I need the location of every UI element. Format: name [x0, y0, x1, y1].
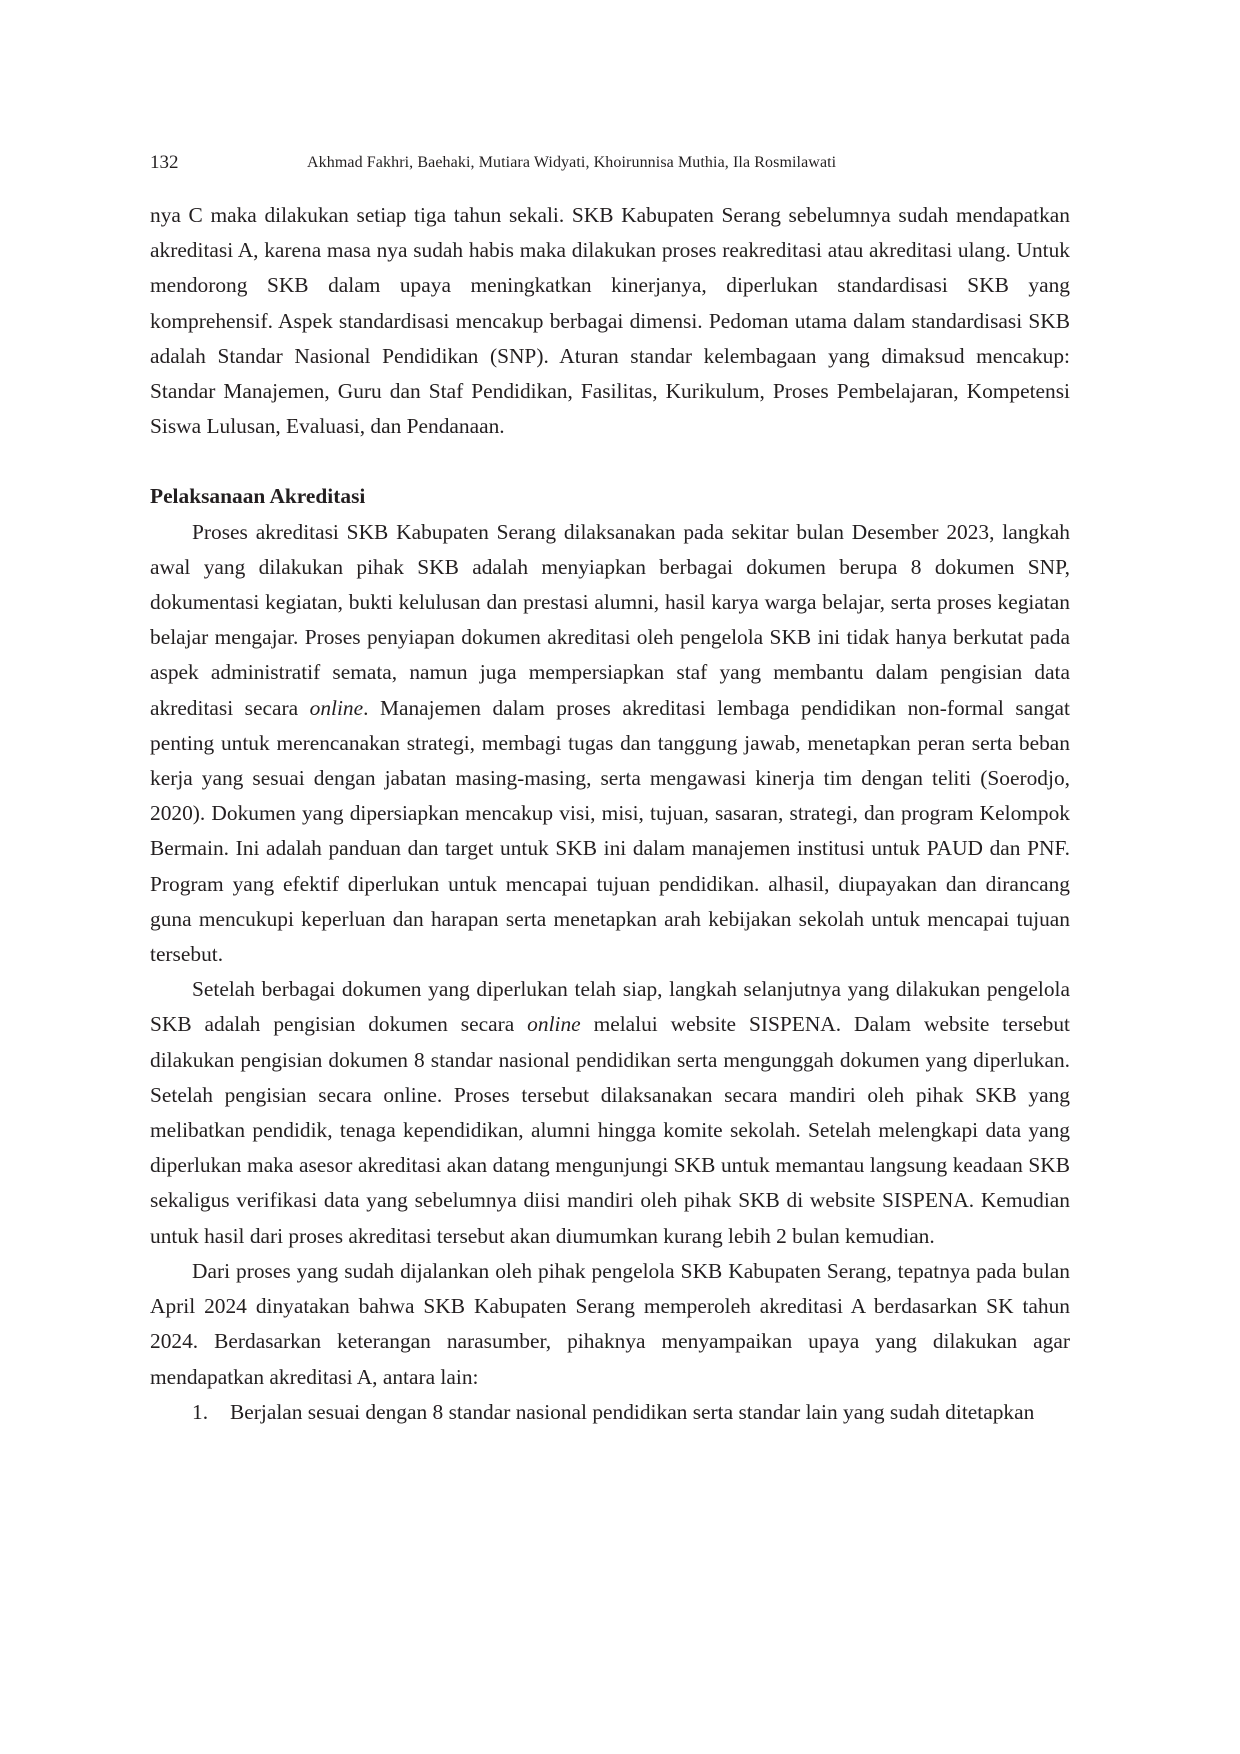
page-body	[150, 198, 1070, 1430]
list-item-text: Berjalan sesuai dengan 8 standar nasional pendidikan serta standar lain yang sudah ditetapkan	[230, 1399, 1035, 1424]
list-item	[150, 1395, 1070, 1430]
numbered-list	[150, 1395, 1070, 1430]
paragraph-2-italic: online	[527, 1012, 581, 1037]
page-number: 132	[150, 152, 179, 173]
paragraph-2	[150, 972, 1070, 1254]
paragraph-2-part-2: melalui website SISPENA. Dalam website tersebut dilakukan pengisian dokumen 8 standar nasional pendidikan serta mengunggah dokumen yang diperlukan. Setelah pengisian secara online. Proses tersebut dilaksanakan secara mandiri oleh pihak SKB yang melibatkan pendidik, tenaga kependidikan, alumni hingga komite sekolah. Setelah melengkapi data yang diperlukan maka asesor akreditasi akan datang mengunjungi SKB untuk memantau langsung keadaan SKB sekaligus verifikasi data yang sebelumnya diisi mandiri oleh pihak SKB di website SISPENA. Kemudian untuk hasil dari proses akreditasi tersebut akan diumumkan kurang lebih 2 bulan kemudian.	[150, 1012, 1070, 1248]
page-header	[150, 152, 1070, 178]
paragraph-1-part-2: . Manajemen dalam proses akreditasi lembaga pendidikan non-formal sangat penting untuk merencanakan strategi, membagi tugas dan tanggung jawab, menetapkan peran serta beban kerja yang sesuai dengan jabatan masing-masing, serta mengawasi kinerja tim dengan teliti (Soerodjo, 2020). Dokumen yang dipersiapkan mencakup visi, misi, tujuan, sasaran, strategi, dan program Kelompok Bermain. Ini adalah panduan dan target untuk SKB ini dalam manajemen institusi untuk PAUD dan PNF. Program yang efektif diperlukan untuk mencapai tujuan pendidikan. alhasil, diupayakan dan dirancang guna mencukupi keperluan dan harapan serta menetapkan arah kebijakan sekolah untuk mencapai tujuan tersebut.	[150, 695, 1070, 967]
running-head-authors: Akhmad Fakhri, Baehaki, Mutiara Widyati, Khoirunnisa Muthia, Ila Rosmilawati	[307, 154, 837, 171]
paragraph-2-part-1: Setelah berbagai dokumen yang diperlukan telah siap, langkah selanjutnya yang dilakukan pengelola SKB adalah pengisian dokumen secara	[150, 977, 1070, 1037]
paragraph-1	[150, 515, 1070, 973]
paragraph-1-part-1: Proses akreditasi SKB Kabupaten Serang dilaksanakan pada sekitar bulan Desember 2023, langkah awal yang dilakukan pihak SKB adalah menyiapkan berbagai dokumen berupa 8 dokumen SNP, dokumentasi kegiatan, bukti kelulusan dan prestasi alumni, hasil karya warga belajar, serta proses kegiatan belajar mengajar. Proses penyiapan dokumen akreditasi oleh pengelola SKB ini tidak hanya berkutat pada aspek administratif semata, namun juga mempersiapkan staf yang membantu dalam pengisian data akreditasi secara	[150, 519, 1070, 720]
intro-paragraph: nya C maka dilakukan setiap tiga tahun sekali. SKB Kabupaten Serang sebelumnya sudah mendapatkan akreditasi A, karena masa nya sudah habis maka dilakukan proses reakreditasi atau akreditasi ulang. Untuk mendorong SKB dalam upaya meningkatkan kinerjanya, diperlukan standardisasi SKB yang komprehensif. Aspek standardisasi mencakup berbagai dimensi. Pedoman utama dalam standardisasi SKB adalah Standar Nasional Pendidikan (SNP). Aturan standar kelembagaan yang dimaksud mencakup: Standar Manajemen, Guru dan Staf Pendidikan, Fasilitas, Kurikulum, Proses Pembelajaran, Kompetensi Siswa Lulusan, Evaluasi, dan Pendanaan.	[150, 203, 1070, 439]
section-heading: Pelaksanaan Akreditasi	[150, 484, 366, 509]
paragraph-3: Dari proses yang sudah dijalankan oleh pihak pengelola SKB Kabupaten Serang, tepatnya pada bulan April 2024 dinyatakan bahwa SKB Kabupaten Serang memperoleh akreditasi A berdasarkan SK tahun 2024. Berdasarkan keterangan narasumber, pihaknya menyampaikan upaya yang dilakukan agar mendapatkan akreditasi A, antara lain:	[150, 1258, 1070, 1389]
paragraph-1-italic: online	[309, 695, 364, 720]
list-item-number: 1.	[192, 1399, 209, 1424]
